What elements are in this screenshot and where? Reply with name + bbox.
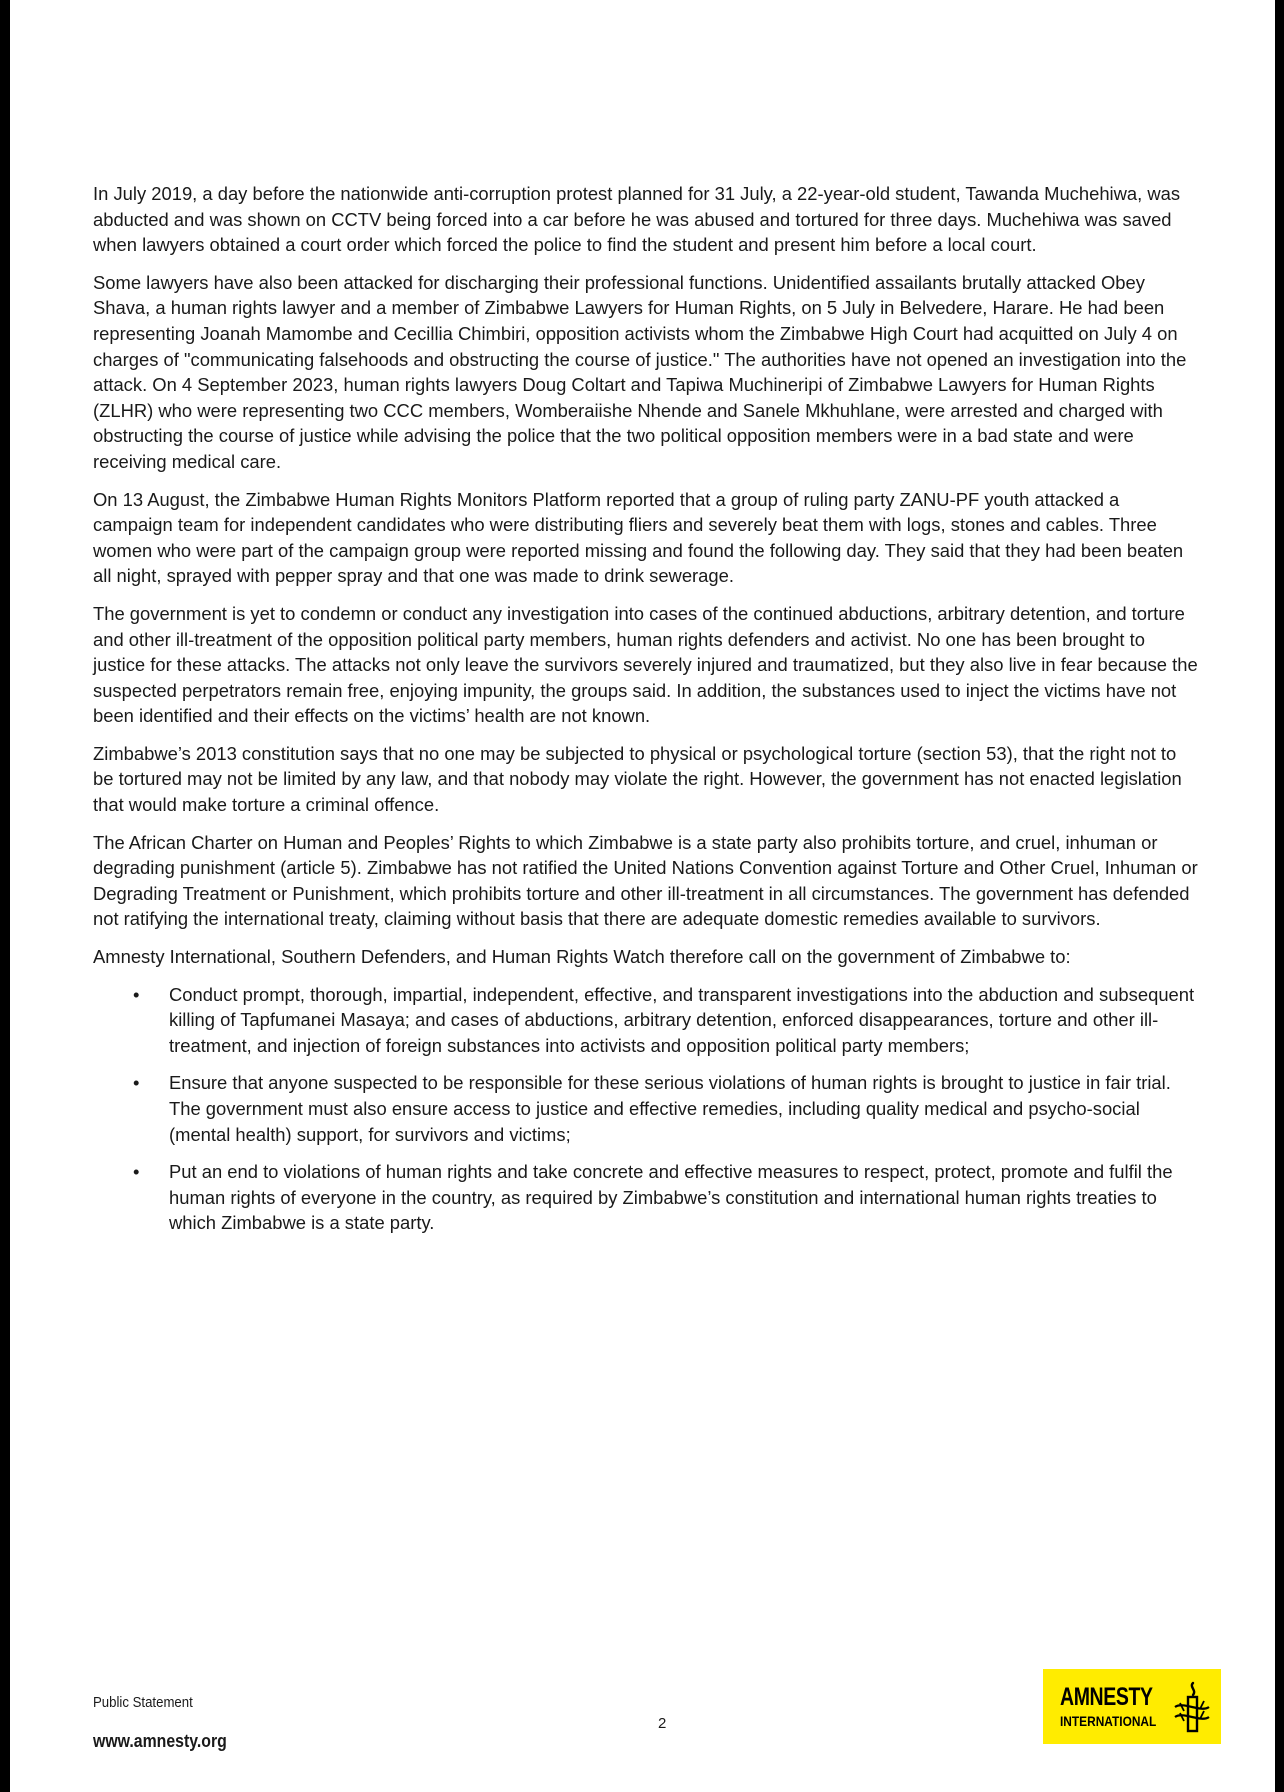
paragraph-government-inaction: The government is yet to condemn or conduct any investigation into cases of the continued abductions, arbitrary detention, and torture and other ill-treatment of the opposition political party members, human rights defenders and activist. No one has been brought to justice for these attacks. The attacks not only leave the survivors severely injured and traumatized, but they also live in fear because the suspected perpetrators remain free, enjoying impunity, the groups said. In addition, the substances used to inject the victims have not been identified and their effects on the victims’ health are not known.	[93, 602, 1198, 727]
recommendation-text: Put an end to violations of human rights and take concrete and effective measures to respect, protect, promote and fulfil the human rights of everyone in the country, as required by Zimbabwe’s constitution and international human rights treaties to which Zimbabwe is a state party.	[169, 1161, 1173, 1234]
recommendations-list	[93, 982, 1201, 1236]
candle-barbed-wire-icon	[1171, 1679, 1213, 1735]
paragraph-call-to-action: Amnesty International, Southern Defenders, and Human Rights Watch therefore call on the government of Zimbabwe to:	[93, 946, 1071, 968]
logo-wordmark-international: INTERNATIONAL	[1060, 1713, 1157, 1729]
bullet-point: •	[133, 1161, 140, 1183]
logo-wordmark-amnesty: AMNESTY	[1060, 1683, 1153, 1711]
paragraph-muchehiwa-abduction: In July 2019, a day before the nationwide anti-corruption protest planned for 31 July, a 22-year-old student, Tawanda Muchehiwa, was abducted and was shown on CCTV being forced into a car before he was abused and tortured for three days. Muchehiwa was saved when lawyers obtained a court order which forced the police to find the student and present him before a local court.	[93, 183, 1181, 256]
recommendation-text: Conduct prompt, thorough, impartial, independent, effective, and transparent investigations into the abduction and subsequent killing of Tapfumanei Masaya; and cases of abductions, arbitrary detention, enforced disappearances, torture and other ill-treatment, and injection of foreign substances into activists and opposition political party members;	[169, 983, 1195, 1056]
amnesty-logo	[1043, 1669, 1221, 1744]
list-item	[93, 1159, 1201, 1236]
bullet-point: •	[133, 1072, 140, 1094]
statement-body	[93, 181, 1201, 1248]
list-item	[93, 982, 1201, 1059]
footer-website-link[interactable]: www.amnesty.org	[93, 1731, 227, 1751]
list-item	[93, 1070, 1201, 1147]
footer-document-type: Public Statement	[93, 1694, 193, 1711]
document-page	[10, 0, 1275, 1792]
recommendation-text: Ensure that anyone suspected to be responsible for these serious violations of human rights is brought to justice in fair trial. The government must also ensure access to justice and effective remedies, including quality medical and psycho-social (mental health) support, for survivors and victims;	[169, 1072, 1171, 1145]
paragraph-lawyers-attacked: Some lawyers have also been attacked for discharging their professional functions. Unidentified assailants brutally attacked Obey Shava, a human rights lawyer and a member of Zimbabwe Lawyers for Human Rights, on 5 July in Belvedere, Harare. He had been representing Joanah Mamombe and Cecillia Chimbiri, opposition activists whom the Zimbabwe High Court had acquitted on July 4 on charges of "communicating falsehoods and obstructing the course of justice." The authorities have not opened an investigation into the attack. On 4 September 2023, human rights lawyers Doug Coltart and Tapiwa Muchineripi of Zimbabwe Lawyers for Human Rights (ZLHR) who were representing two CCC members, Womberaiishe Nhende and Sanele Mkhuhlane, were arrested and charged with obstructing the course of justice while advising the police that the two political opposition members were in a bad state and were receiving medical care.	[93, 271, 1187, 472]
paragraph-constitution: Zimbabwe’s 2013 constitution says that no one may be subjected to physical or psychological torture (section 53), that the right not to be tortured may not be limited by any law, and that nobody may violate the right. However, the government has not enacted legislation that would make torture a criminal offence.	[93, 742, 1182, 816]
bullet-point: •	[133, 983, 140, 1005]
paragraph-african-charter: The African Charter on Human and Peoples’ Rights to which Zimbabwe is a state party also prohibits torture, and cruel, inhuman or degrading punishment (article 5). Zimbabwe has not ratified the United Nations Convention against Torture and Other Cruel, Inhuman or Degrading Treatment or Punishment, which prohibits torture and other ill-treatment in all circumstances. The government has defended not ratifying the international treaty, claiming without basis that there are adequate domestic remedies available to survivors.	[93, 831, 1198, 930]
paragraph-campaign-team-attack: On 13 August, the Zimbabwe Human Rights Monitors Platform reported that a group of ruling party ZANU-PF youth attacked a campaign team for independent candidates who were distributing fliers and severely beat them with logs, stones and cables. Three women who were part of the campaign group were reported missing and found the following day. They said that they had been beaten all night, sprayed with pepper spray and that one was made to drink sewerage.	[93, 488, 1184, 587]
page-number: 2	[658, 1715, 667, 1732]
